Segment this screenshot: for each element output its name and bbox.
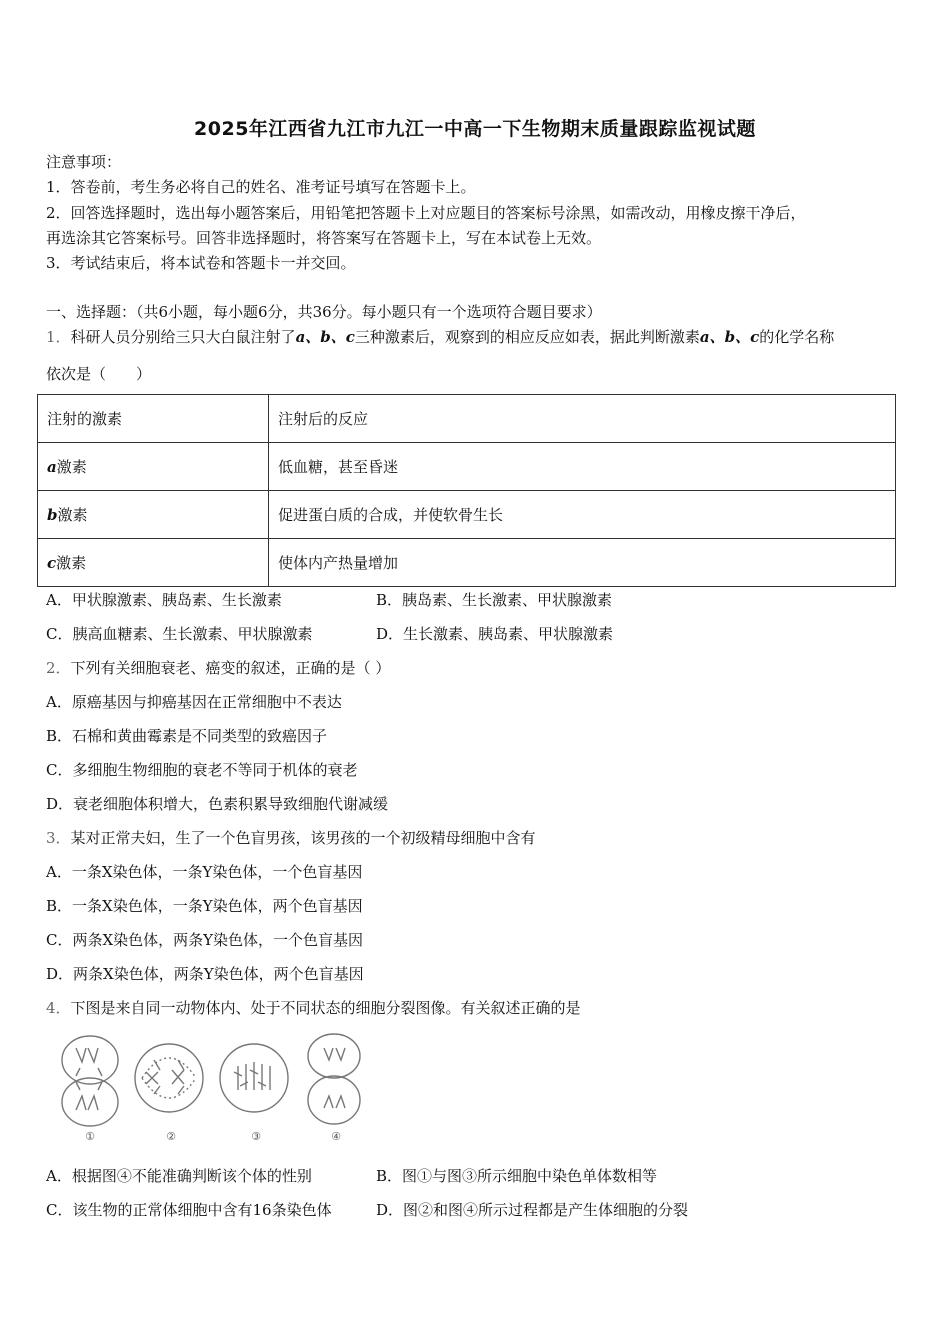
option-c: C．胰高血糖素、生长激素、甲状腺激素	[46, 625, 313, 643]
option-d: D．衰老细胞体积增大，色素积累导致细胞代谢减缓	[46, 795, 389, 813]
option-b: B．图①与图③所示细胞中染色单体数相等	[376, 1167, 658, 1185]
notice-heading: 注意事项：	[46, 153, 122, 171]
figure-label: ③	[251, 1130, 261, 1143]
table-row	[38, 539, 896, 587]
option-a: A．一条X染色体，一条Y染色体，一个色盲基因	[46, 863, 363, 881]
table-row	[38, 443, 896, 491]
table-cell: 促进蛋白质的合成，并使软骨生长	[269, 491, 896, 539]
cell-4-diagram	[308, 1034, 360, 1124]
table-row	[38, 491, 896, 539]
option-c: C．多细胞生物细胞的衰老不等同于机体的衰老	[46, 761, 358, 779]
notice-item: 再选涂其它答案标号。回答非选择题时，将答案写在答题卡上，写在本试卷上无效。	[46, 229, 602, 247]
option-c: C．两条X染色体，两条Y染色体，一个色盲基因	[46, 931, 364, 949]
question-3-stem: 3．某对正常夫妇，生了一个色盲男孩，该男孩的一个初级精母细胞中含有	[46, 829, 536, 847]
option-b: B．胰岛素、生长激素、甲状腺激素	[376, 591, 613, 609]
option-a: A．根据图④不能准确判断该个体的性别	[46, 1167, 312, 1185]
option-b: B．一条X染色体，一条Y染色体，两个色盲基因	[46, 897, 363, 915]
cell-2-diagram	[135, 1044, 203, 1112]
question-number: 2．	[46, 659, 71, 677]
option-d: D．两条X染色体，两条Y染色体，两个色盲基因	[46, 965, 364, 983]
option-b: B．石棉和黄曲霉素是不同类型的致癌因子	[46, 727, 328, 745]
question-1-stem: 1．科研人员分别给三只大白鼠注射了a、b、c三种激素后，观察到的相应反应如表，据此判断激素a、b、c的化学名称	[46, 328, 835, 346]
figure-label: ②	[166, 1130, 176, 1143]
cell-division-figure	[54, 1030, 374, 1145]
notice-item: 3．考试结束后，将本试卷和答题卡一并交回。	[46, 254, 356, 272]
option-a: A．原癌基因与抑癌基因在正常细胞中不表达	[46, 693, 342, 711]
option-d: D．生长激素、胰岛素、甲状腺激素	[376, 625, 614, 643]
option-c: C．该生物的正常体细胞中含有16条染色体	[46, 1201, 332, 1219]
question-number: 3．	[46, 829, 71, 847]
figure-label: ①	[85, 1130, 95, 1143]
hormone-table	[37, 394, 896, 587]
option-a: A．甲状腺激素、胰岛素、生长激素	[46, 591, 282, 609]
table-cell: c激素	[38, 539, 269, 587]
figure-label: ④	[331, 1130, 341, 1143]
table-cell: b激素	[38, 491, 269, 539]
cell-3-diagram	[220, 1044, 288, 1112]
table-cell: a激素	[38, 443, 269, 491]
section-heading: 一、选择题：（共6小题，每小题6分，共36分。每小题只有一个选项符合题目要求）	[46, 303, 602, 321]
question-4-stem: 4．下图是来自同一动物体内、处于不同状态的细胞分裂图像。有关叙述正确的是	[46, 999, 581, 1017]
question-2-stem: 2．下列有关细胞衰老、癌变的叙述，正确的是（ ）	[46, 659, 391, 677]
question-number: 1．	[46, 328, 71, 346]
hormone-vars: a、b、c	[295, 328, 355, 346]
table-cell: 使体内产热量增加	[269, 539, 896, 587]
table-header-cell: 注射后的反应	[269, 395, 896, 443]
cell-1-diagram	[62, 1036, 118, 1126]
question-number: 4．	[46, 999, 71, 1017]
notice-item: 2．回答选择题时，选出每小题答案后，用铅笔把答题卡上对应题目的答案标号涂黑，如需改动，用橡皮擦干净后，	[46, 204, 806, 222]
table-header-cell: 注射的激素	[38, 395, 269, 443]
question-1-stem-cont: 依次是（ ）	[46, 365, 152, 383]
option-d: D．图②和图④所示过程都是产生体细胞的分裂	[376, 1201, 689, 1219]
notice-item: 1．答卷前，考生务必将自己的姓名、准考证号填写在答题卡上。	[46, 178, 476, 196]
table-cell: 低血糖，甚至昏迷	[269, 443, 896, 491]
hormone-vars: a、b、c	[699, 328, 760, 346]
table-header-row	[38, 395, 896, 443]
page-title: 2025年江西省九江市九江一中高一下生物期末质量跟踪监视试题	[194, 118, 756, 140]
